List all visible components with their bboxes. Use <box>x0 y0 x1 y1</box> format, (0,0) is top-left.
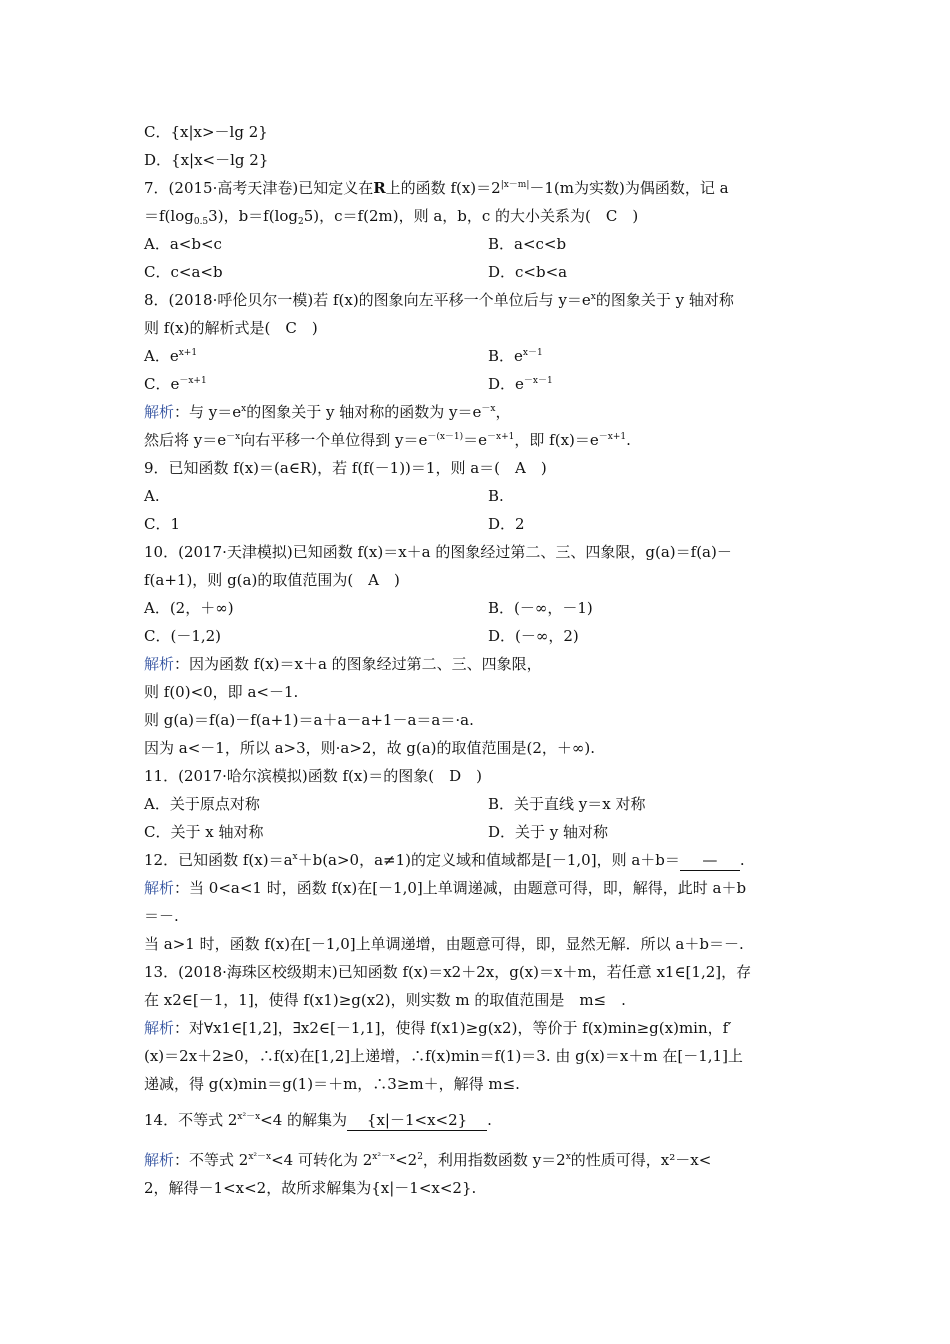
q7-option-a: A．a<b<c <box>144 235 222 253</box>
q11-option-c: C．关于 x 轴对称 <box>144 823 264 841</box>
q6-option-c: C．{x|x>－lg 2} <box>144 123 268 141</box>
q9-option-b: B. <box>488 487 504 505</box>
q13-stem-line2: 在 x2∈[－1，1]，使得 f(x1)≥g(x2)，则实数 m 的取值范围是 m≤ . <box>144 991 626 1009</box>
q9-stem: 9．已知函数 f(x)＝(a∈R)，若 f(f(－1))＝1，则 a＝( A ) <box>144 459 547 477</box>
q9-option-a: A. <box>144 487 160 505</box>
q8-solution-line2: 然后将 $y=e^{-x}$向右平移一个单位得到 $y=e^{-(x-1)}=e^{-x+1}$，即 $f(x)=e^{-x+1}$. <box>144 431 631 449</box>
q10-option-a: A．(2，＋∞) <box>144 599 234 617</box>
solution-label: 解析 <box>144 879 175 897</box>
q10-option-b: B．(－∞，－1) <box>488 599 593 617</box>
q11-option-a: A．关于原点对称 <box>144 795 260 813</box>
q14-stem: 14．不等式 $2^{x^2-x}<4$ 的解集为 {x|－1<x<2} . <box>144 1111 492 1129</box>
q11-stem: 11．(2017·哈尔滨模拟)函数 f(x)＝的图象( D ) <box>144 767 482 785</box>
q13-solution-line2: (x)＝2x＋2≥0，∴f(x)在[1,2]上递增，∴f(x)min＝f(1)＝3. 由 g(x)＝x＋m 在[－1,1]上 <box>144 1047 743 1065</box>
solution-label: 解析 <box>144 1151 175 1169</box>
q8-stem-line2: 则 f(x)的解析式是( C ) <box>144 319 318 337</box>
q8-option-b: B．$e^{x-1}$ <box>488 347 543 365</box>
q9-option-d: D．2 <box>488 515 525 533</box>
q12-solution-line1: 解析：当 0<a<1 时，函数 f(x)在[－1,0]上单调递减，由题意可得，即，解得，此时 a＋b <box>144 879 747 897</box>
q10-solution-line3: 则 g(a)＝f(a)－f(a+1)＝a＋a－a+1－a＝a＝·a. <box>144 711 474 729</box>
q13-stem-line1: 13．(2018·海珠区校级期末)已知函数 f(x)＝x2＋2x，g(x)＝x＋m，若任意 x1∈[1,2]，存 <box>144 963 752 981</box>
q11-option-d: D．关于 y 轴对称 <box>488 823 609 841</box>
q8-stem-line1: 8．(2018·呼伦贝尔一模)若 f(x)的图象向左平移一个单位后与 $y=e^x$的图象关于 y 轴对称 <box>144 291 734 309</box>
q10-solution-line1: 解析：因为函数 f(x)＝x＋a 的图象经过第二、三、四象限， <box>144 655 542 673</box>
q7-stem-line2: $=f(\log_{0.5}3)$，$b=f(\log_25)$，c＝f(2m)，则 a，b，c 的大小关系为( C ) <box>144 207 639 227</box>
q6-option-d: D．{x|x<－lg 2} <box>144 151 269 169</box>
q7-stem-line1: 7．(2015·高考天津卷)已知定义在R上的函数 $f(x)=2^{|x-m|}-1(m$为实数)为偶函数，记 a <box>144 179 729 197</box>
q10-option-d: D．(－∞，2) <box>488 627 579 645</box>
q14-solution-line2: 2，解得－1<x<2，故所求解集为{x|－1<x<2}. <box>144 1179 477 1197</box>
q11-option-b: B．关于直线 y＝x 对称 <box>488 795 646 813</box>
q10-option-c: C．(－1,2) <box>144 627 222 645</box>
q10-solution-line4: 因为 a<－1，所以 a>3，则·a>2，故 g(a)的取值范围是(2，＋∞). <box>144 739 595 757</box>
q12-answer-blank: — <box>680 850 740 871</box>
q12-solution-line2: ＝－. <box>144 907 179 925</box>
q7-option-c: C．c<a<b <box>144 263 223 281</box>
q10-solution-line2: 则 f(0)<0，即 a<－1. <box>144 683 299 701</box>
q12-solution-line3: 当 a>1 时，函数 f(x)在[－1,0]上单调递增，由题意可得，即，显然无解．所以 a＋b＝－. <box>144 935 744 953</box>
solution-label: 解析 <box>144 403 175 421</box>
q8-solution-line1: 解析：与 $y=e^x$的图象关于 y 轴对称的函数为 $y=e^{-x}$， <box>144 403 511 421</box>
q14-solution-line1: 解析：不等式 $2^{x^2-x}<4$ 可转化为 $2^{x^2-x}<2^2$，利用指数函数 $y=2^x$的性质可得，x²－x< <box>144 1151 712 1169</box>
q13-solution-line3: 递减，得 g(x)min＝g(1)＝＋m，∴3≥m＋，解得 m≤. <box>144 1075 520 1093</box>
q14-answer: {x|－1<x<2} <box>347 1110 487 1131</box>
q7-option-d: D．c<b<a <box>488 263 568 281</box>
q13-solution-line1: 解析：对∀x1∈[1,2]，∃x2∈[－1,1]，使得 f(x1)≥g(x2)，等价于 f(x)min≥g(x)min，f′ <box>144 1019 732 1037</box>
solution-label: 解析 <box>144 655 175 673</box>
q10-stem-line2: f(a+1)，则 g(a)的取值范围为( A ) <box>144 571 400 589</box>
q10-stem-line1: 10．(2017·天津模拟)已知函数 f(x)＝x＋a 的图象经过第二、三、四象限，g(a)＝f(a)－ <box>144 543 732 561</box>
solution-label: 解析 <box>144 1019 175 1037</box>
q8-option-d: D．$e^{-x-1}$ <box>488 375 553 393</box>
q7-option-b: B．a<c<b <box>488 235 567 253</box>
q12-stem: 12．已知函数 $f(x)=a^x+b(a>0$，a≠1)的定义域和值域都是[－1,0]，则 a＋b＝ — . <box>144 851 745 869</box>
q8-option-c: C．$e^{-x+1}$ <box>144 375 207 393</box>
q9-option-c: C．1 <box>144 515 181 533</box>
q8-option-a: A．$e^{x+1}$ <box>144 347 198 365</box>
